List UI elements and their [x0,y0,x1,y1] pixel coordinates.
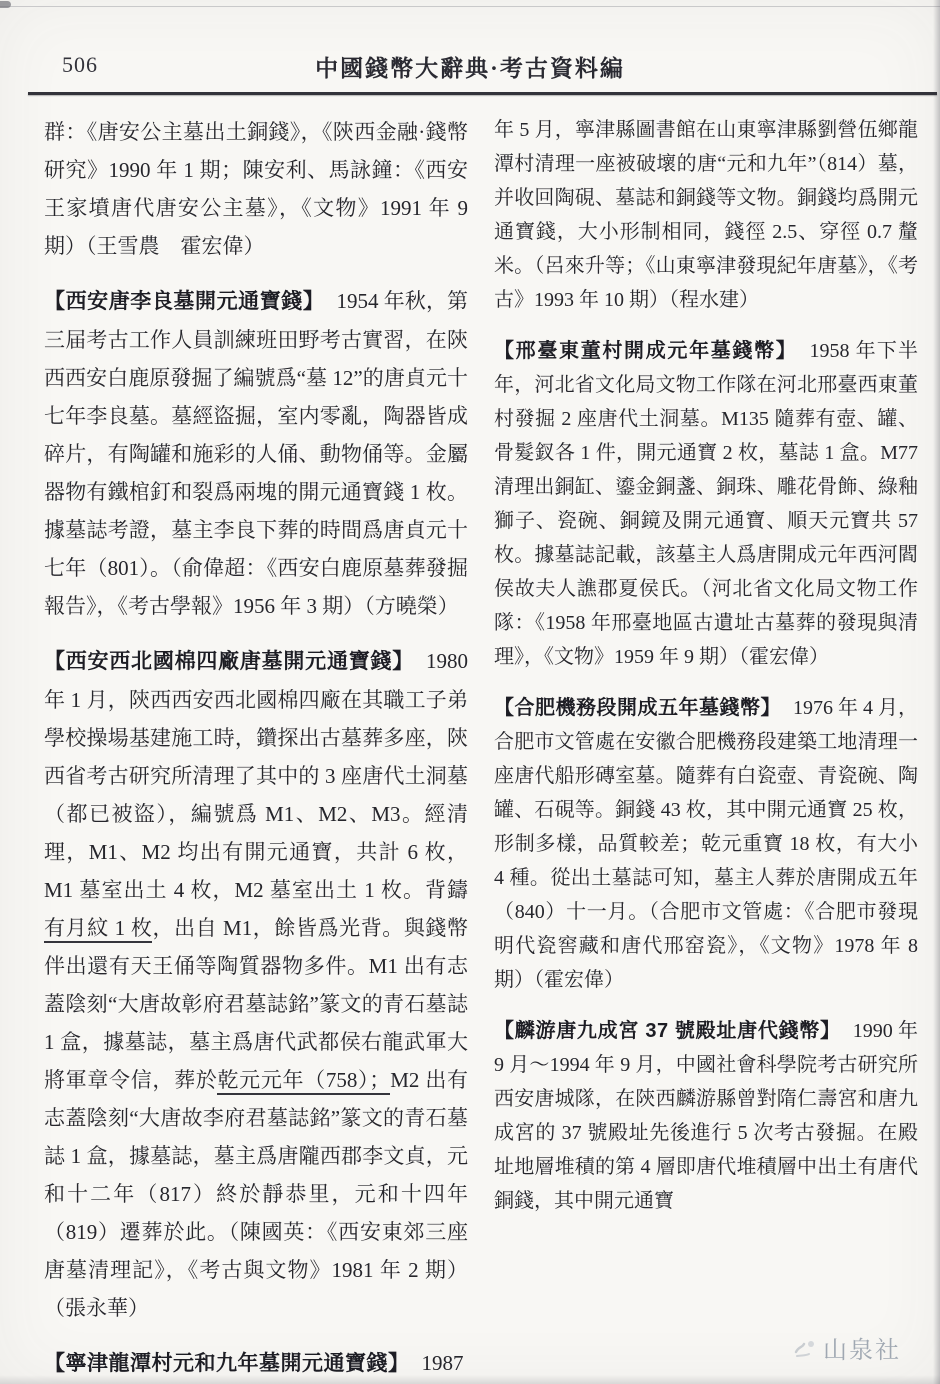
paragraph-continuation [494,113,918,317]
entry-linyou-jiucheng-palace [494,1014,918,1218]
entry-body: 1990 年 9 月～1994 年 9 月，中國社會科學院考古研究所西安唐城隊，在陝西麟游縣曾對隋仁壽宮和唐九成宮的 37 號殿址先後進行 5 次考古發掘。在殿址地層堆積的第 4 層即唐代堆積層中出土有唐代銅錢，其中開元通寶 [494,1020,919,1212]
entry-body-segment: M2 出有志蓋陰刻“大唐故李府君墓誌銘”篆文的青石墓誌 1 盒，據墓誌，墓主爲唐隴西郡李文貞，元和十二年（817）終於靜恭里，元和十四年（819）遷葬於此。（陳國英：《西安東郊三座唐墓清理記》，《考古與文物》1981 年 2 期）（張永華） [44,1068,469,1320]
scan-corner-speck [0,1,11,8]
entry-body-segment: ，出自 M1，餘皆爲光背。與錢幣伴出還有天王俑等陶質器物多件。M1 出有志蓋陰刻“大唐故彰府君墓誌銘”篆文的青石墓誌 1 盒，據墓誌，墓主爲唐代武都侯右龍武軍大將軍章令信，葬於 [44,916,469,1092]
entry-li-liang-tomb [44,282,468,625]
stamp-icon [793,1336,819,1360]
underlined-text: 有月紋 1 枚 [44,916,152,943]
page-title: 中國錢幣大辭典·考古資料編 [315,56,625,81]
entry-hefei-locomotive-depot-tomb [494,691,918,997]
entry-xian-cotton-mill-tomb [44,642,468,1327]
entry-body: 1958 年下半年，河北省文化局文物工作隊在河北邢臺西東董村發掘 2 座唐代土洞墓。M135 隨葬有壺、罐、骨髮釵各 1 件，開元通寶 2 枚，墓誌 1 盒。M77 清理出銅缸、鎏金銅盞、銅珠、雕花骨飾、綠釉獅子、瓷碗、銅鏡及開元通寶、順天元寶共 57 枚。據墓誌記載，該墓主人爲唐開成元年西河閻侯故夫人譙郡夏侯氏。（河北省文化局文物工作隊：《1958 年邢臺地區古遺址古墓葬的發現與清理》，《文物》1959 年 9 期）（霍宏偉） [494,340,919,668]
entry-title: 【西安唐李良墓開元通寶錢】 [44,290,325,313]
paragraph-continuation [44,113,468,265]
watermark-text: 山泉社 [823,1337,901,1364]
watermark [793,1330,901,1365]
scan-right-edge-shadow [933,0,940,1384]
entry-title: 【合肥機務段開成五年墓錢幣】 [494,697,781,719]
entry-ningjin-longtan-tomb [44,1344,468,1383]
page-number: 506 [62,52,98,77]
paragraph-text: 群：《唐安公主墓出土銅錢》，《陝西金融·錢幣研究》1990 年 1 期；陳安利、馬詠鐘：《西安王家墳唐代唐安公主墓》，《文物》1991 年 9 期）（王雪農 霍宏偉） [44,120,468,258]
entry-body: 1976 年 4 月，合肥市文管處在安徽合肥機務段建築工地清理一座唐代船形磚室墓。隨葬有白瓷壺、青瓷碗、陶罐、石硯等。銅錢 43 枚，其中開元通寶 25 枚，形制多樣，品質較差；乾元重寶 18 枚，有大小 4 種。從出土墓誌可知，墓主人葬於唐開成五年（840）十一月。（合肥市文管處：《合肥市發現明代瓷窖藏和唐代邢窑瓷》，《文物》1978 年 8 期）（霍宏偉） [494,697,918,991]
left-column [44,113,468,1383]
entry-xingtai-dongdong-tomb [494,334,918,674]
entry-title: 【麟游唐九成宮 37 號殿址唐代錢幣】 [494,1020,841,1042]
scan-top-edge-line [0,6,940,7]
right-column [494,113,918,1218]
paragraph-text: 年 5 月，寧津縣圖書館在山東寧津縣劉營伍鄉龍潭村清理一座被破壞的唐“元和九年”（814）墓，并收回陶硯、墓誌和銅錢等文物。銅錢均爲開元通寶錢，大小形制相同，錢徑 2.5、穿徑 0.7 釐米。（呂來升等；《山東寧津發現紀年唐墓》，《考古》1993 年 10 期）（程水建） [494,119,918,311]
underlined-text: 乾元元年（758）； [217,1068,390,1095]
header-rule [28,92,937,95]
entry-body: 1987 [421,1351,464,1375]
entry-title: 【寧津龍潭村元和九年墓開元通寶錢】 [44,1352,410,1375]
entry-body: 1954 年秋，第三届考古工作人員訓練班田野考古實習，在陝西西安白鹿原發掘了編號爲“墓 12”的唐貞元十七年李良墓。墓經盜掘，室内零亂，陶器皆成碎片，有陶罐和施彩的人俑、動物俑等。金屬器物有鐵棺釘和裂爲兩塊的開元通寶錢 1 枚。據墓誌考證，墓主李良下葬的時間爲唐貞元十七年（801）。（俞偉超：《西安白鹿原墓葬發掘報告》，《考古學報》1956 年 3 期）（方曉榮） [44,289,469,618]
entry-body-segment: 1980 年 1 月，陝西西安西北國棉四廠在其職工子弟學校操場基建施工時，鑽探出古墓葬多座，陝西省考古研究所清理了其中的 3 座唐代土洞墓（都已被盜），編號爲 M1、M2、M3。經清理，M1、M2 均出有開元通寶，共計 6 枚，M1 墓室出土 4 枚，M2 墓室出土 1 枚。背鑄 [44,649,468,902]
entry-title: 【西安西北國棉四廠唐墓開元通寶錢】 [44,650,414,673]
entry-title: 【邢臺東董村開成元年墓錢幣】 [494,340,798,362]
